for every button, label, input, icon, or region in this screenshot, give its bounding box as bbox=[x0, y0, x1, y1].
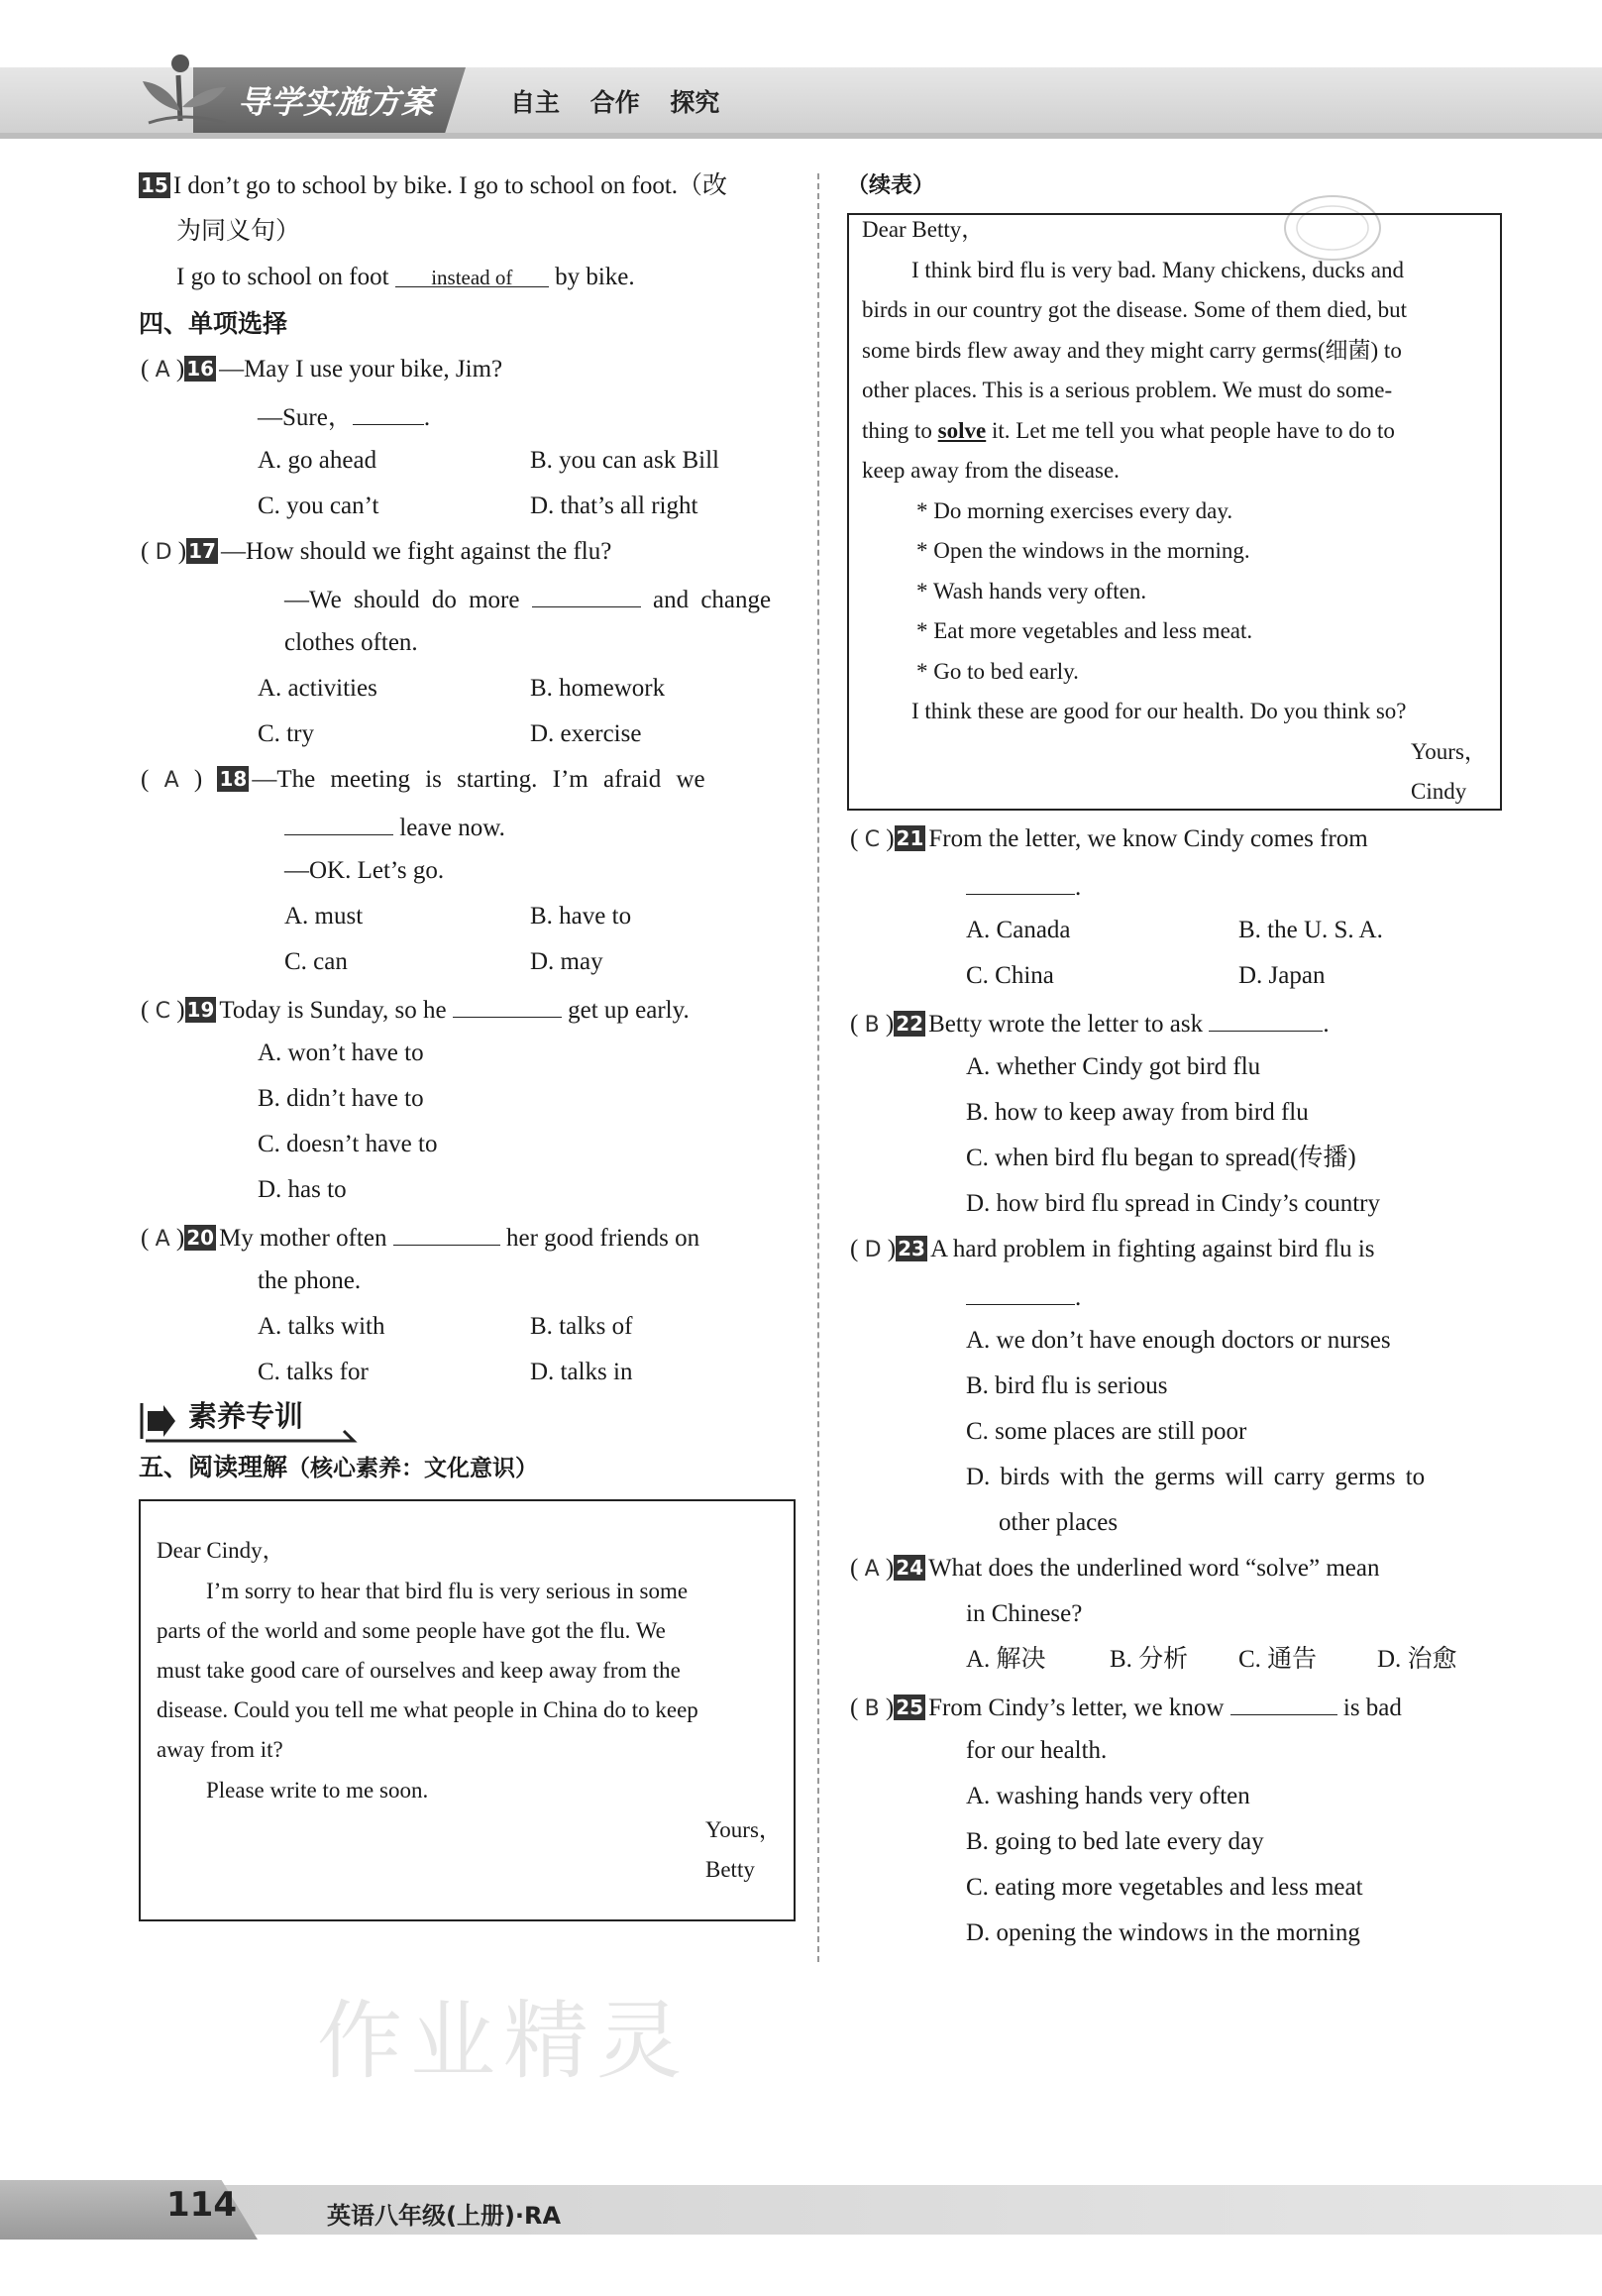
q22-option-d: D. how bird flu spread in Cindy’s country bbox=[966, 1190, 1381, 1217]
q19-option-d: D. has to bbox=[258, 1176, 347, 1203]
letter2-line: birds in our country got the disease. Some of them died, but bbox=[862, 297, 1407, 322]
q16-option-d: D. that’s all right bbox=[530, 492, 698, 519]
letter1-signature: Betty bbox=[705, 1857, 755, 1882]
q21-answer: C bbox=[864, 827, 880, 852]
tip-item: * Open the windows in the morning. bbox=[916, 538, 1250, 563]
special-training-title: 素养专训 bbox=[188, 1399, 304, 1433]
q25-stem: ( B ) 25 From Cindy’s letter, we know is bad bbox=[850, 1691, 1402, 1724]
q22-stem: ( B ) 22 Betty wrote the letter to ask . bbox=[850, 1007, 1330, 1040]
continued-label: （续表） bbox=[847, 173, 935, 198]
q20-option-d: D. talks in bbox=[530, 1359, 633, 1385]
q18-option-b: B. have to bbox=[530, 903, 632, 929]
q18-option-d: D. may bbox=[530, 948, 603, 975]
q25-option-a: A. washing hands very often bbox=[966, 1783, 1250, 1809]
letter2-closing: I think these are good for our health. Do you think so? bbox=[911, 699, 1407, 723]
q20-option-a: A. talks with bbox=[258, 1313, 385, 1340]
letter1-line: disease. Could you tell me what people in China do to keep bbox=[157, 1697, 698, 1722]
q17-option-c: C. try bbox=[258, 720, 314, 747]
tip-item: * Eat more vegetables and less meat. bbox=[916, 618, 1253, 643]
letter2-greeting: Dear Betty， bbox=[862, 217, 985, 242]
q23-option-c: C. some places are still poor bbox=[966, 1418, 1247, 1445]
letter1-closing: Please write to me soon. bbox=[206, 1778, 429, 1803]
q21-option-c: C. China bbox=[966, 962, 1054, 989]
q24-line2: in Chinese? bbox=[966, 1600, 1083, 1627]
watermark: 作业精灵 bbox=[317, 1992, 690, 2091]
q25-option-d: D. opening the windows in the morning bbox=[966, 1919, 1360, 1946]
q23-option-d-cont: other places bbox=[999, 1509, 1119, 1536]
q18-line2: leave now. bbox=[284, 811, 505, 843]
q23-stem: ( D ) 23 A hard problem in fighting against bird flu is bbox=[850, 1236, 1375, 1262]
q19-option-c: C. doesn’t have to bbox=[258, 1131, 438, 1157]
header-tabs: 自主 合作 探究 bbox=[510, 88, 720, 117]
q19-option-a: A. won’t have to bbox=[258, 1039, 424, 1066]
q23-blank-line: . bbox=[966, 1280, 1081, 1313]
letter2-line: keep away from the disease. bbox=[862, 458, 1120, 483]
q18-option-c: C. can bbox=[284, 948, 348, 975]
q24-answer: A bbox=[864, 1557, 880, 1582]
q21-option-b: B. the U. S. A. bbox=[1238, 917, 1383, 943]
q15-number: 15 bbox=[141, 173, 168, 197]
q16-option-b: B. you can ask Bill bbox=[530, 447, 719, 474]
q17-stem: ( D ) 17 —How should we fight against the flu? bbox=[141, 538, 612, 565]
underlined-word-solve: solve bbox=[937, 418, 987, 443]
tip-item: * Go to bed early. bbox=[916, 659, 1079, 684]
letter1-line: away from it? bbox=[157, 1737, 283, 1762]
q17-option-a: A. activities bbox=[258, 675, 377, 702]
column-divider bbox=[817, 173, 819, 1962]
header-title: 导学实施方案 bbox=[238, 83, 435, 121]
q19-option-b: B. didn’t have to bbox=[258, 1085, 424, 1112]
q21-blank-line: . bbox=[966, 870, 1081, 903]
letter1-line: I’m sorry to hear that bird flu is very serious in some bbox=[206, 1579, 689, 1603]
q17-line2: —We should do more and change bbox=[284, 583, 771, 615]
q24-option-b: B. 分析 bbox=[1110, 1646, 1189, 1673]
q20-answer: A bbox=[155, 1227, 170, 1252]
q19-answer: C bbox=[155, 999, 170, 1024]
letter2-line: I think bird flu is very bad. Many chickens, ducks and bbox=[911, 258, 1404, 282]
q24-option-a: A. 解决 bbox=[966, 1646, 1046, 1673]
q24-stem: ( A ) 24 What does the underlined word “solve” mean bbox=[850, 1555, 1380, 1582]
book-title: 英语八年级(上册)·RA bbox=[327, 2202, 562, 2230]
tip-item: * Wash hands very often. bbox=[916, 579, 1147, 603]
q25-answer: B bbox=[864, 1696, 880, 1721]
q18-answer: A bbox=[163, 768, 179, 793]
q21-stem: ( C ) 21 From the letter, we know Cindy comes from bbox=[850, 825, 1368, 852]
q23-option-b: B. bird flu is serious bbox=[966, 1372, 1168, 1399]
header-rule bbox=[0, 133, 1602, 139]
section4-heading: 四、单项选择 bbox=[139, 309, 288, 338]
letter2-line: other places. This is a serious problem. We must do some- bbox=[862, 378, 1393, 402]
q20-stem: ( A ) 20 My mother often her good friends on bbox=[141, 1221, 699, 1255]
letter1-greeting: Dear Cindy， bbox=[157, 1538, 285, 1563]
q15-answer: instead of bbox=[395, 263, 549, 287]
q17-option-d: D. exercise bbox=[530, 720, 642, 747]
q21-option-d: D. Japan bbox=[1238, 962, 1326, 989]
q22-option-b: B. how to keep away from bird flu bbox=[966, 1099, 1309, 1126]
q17-answer: D bbox=[155, 540, 172, 565]
section5-heading: 五、阅读理解（核心素养：文化意识） bbox=[139, 1453, 539, 1481]
q20-option-b: B. talks of bbox=[530, 1313, 633, 1340]
q20-line2: the phone. bbox=[258, 1267, 362, 1294]
q15-answer-line: I go to school on foot instead of by bike. bbox=[176, 264, 635, 290]
q25-option-c: C. eating more vegetables and less meat bbox=[966, 1874, 1363, 1901]
letter1-signoff: Yours， bbox=[705, 1817, 782, 1842]
q22-option-a: A. whether Cindy got bird flu bbox=[966, 1053, 1261, 1080]
letter2-line: some birds flew away and they might carry germs(细菌) to bbox=[862, 338, 1402, 363]
q15-line1: 15 I don’t go to school by bike. I go to school on foot.（改 bbox=[141, 172, 728, 199]
letter2-signoff: Yours， bbox=[1411, 739, 1487, 764]
q16-reply: —Sure， . bbox=[258, 400, 430, 433]
q21-option-a: A. Canada bbox=[966, 917, 1071, 943]
q24-option-c: C. 通告 bbox=[1238, 1646, 1318, 1673]
q20-option-c: C. talks for bbox=[258, 1359, 369, 1385]
q24-option-d: D. 治愈 bbox=[1377, 1646, 1457, 1673]
q18-option-a: A. must bbox=[284, 903, 364, 929]
q25-line2: for our health. bbox=[966, 1737, 1108, 1764]
sprout-logo-icon bbox=[139, 52, 228, 133]
q18-line3: —OK. Let’s go. bbox=[284, 857, 445, 884]
page-number: 114 bbox=[166, 2185, 237, 2225]
q16-option-a: A. go ahead bbox=[258, 447, 377, 474]
q22-option-c: C. when bird flu began to spread(传播) bbox=[966, 1145, 1356, 1171]
q16-option-c: C. you can’t bbox=[258, 492, 379, 519]
letter1-line: parts of the world and some people have got the flu. We bbox=[157, 1618, 666, 1643]
letter2-signature: Cindy bbox=[1411, 779, 1467, 804]
q18-stem: ( A ) 18 —The meeting is starting. I’m afraid we bbox=[141, 766, 705, 793]
q22-answer: B bbox=[864, 1013, 880, 1038]
q15-line2: 为同义句） bbox=[176, 218, 301, 245]
q23-answer: D bbox=[864, 1238, 882, 1262]
q17-option-b: B. homework bbox=[530, 675, 666, 702]
q19-stem: ( C ) 19 Today is Sunday, so he get up early. bbox=[141, 993, 690, 1027]
q16-stem: ( A ) 16 —May I use your bike, Jim? bbox=[141, 356, 503, 383]
q23-option-d: D. birds with the germs will carry germs to bbox=[966, 1464, 1426, 1490]
q23-option-a: A. we don’t have enough doctors or nurses bbox=[966, 1327, 1391, 1354]
letter2-line: thing to solve it. Let me tell you what people have to do to bbox=[862, 418, 1395, 443]
letter1-line: must take good care of ourselves and keep away from the bbox=[157, 1658, 681, 1683]
q16-answer: A bbox=[155, 358, 170, 383]
q17-line3: clothes often. bbox=[284, 629, 418, 656]
tip-item: * Do morning exercises every day. bbox=[916, 498, 1233, 523]
q25-option-b: B. going to bed late every day bbox=[966, 1828, 1264, 1855]
